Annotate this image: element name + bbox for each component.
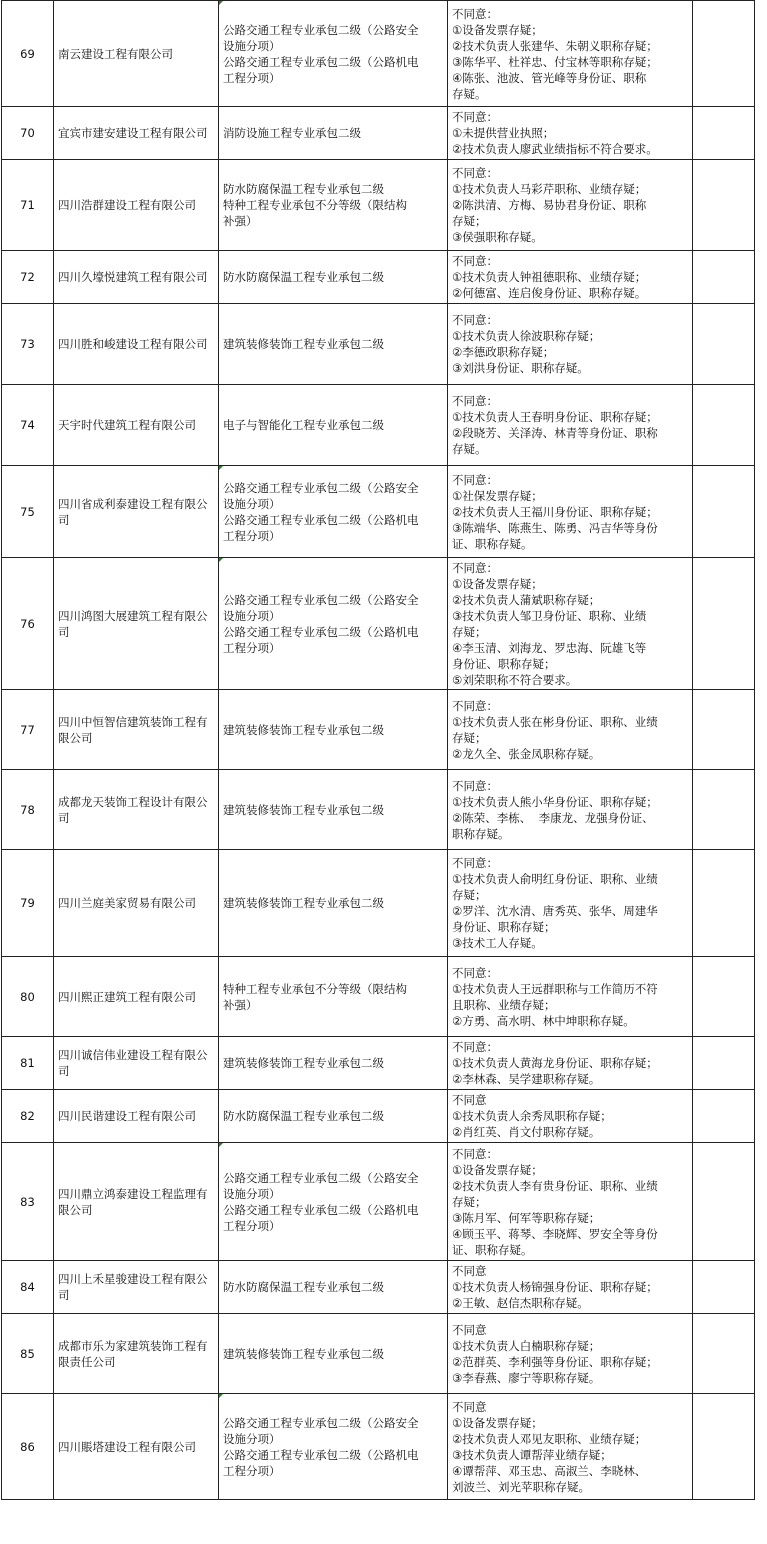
category-line: 公路交通工程专业承包二级（公路安全 [223,1170,419,1185]
row-number: 72 [2,251,54,304]
opinion-line: ④李玉清、刘海龙、罗忠海、阮雄飞等 [452,640,647,655]
row-number: 81 [2,1037,54,1090]
row-number: 86 [2,1394,54,1500]
opinion-line: ④陈张、池波、管光峰等身份证、职称 [452,70,647,85]
opinion-line: ①技术负责人余秀凤职称存疑； [452,1109,612,1123]
opinion-line: ①技术负责人马彩芹职称、业绩存疑； [452,182,647,196]
review-opinion [448,850,693,957]
category-line: 工程分项） [223,1218,281,1233]
remarks-cell [693,1394,755,1500]
opinion-line: ①未提供营业执照； [452,126,555,140]
category-line: 建筑装修装饰工程专业承包二级 [223,337,384,351]
review-opinion [448,1314,693,1394]
remarks-cell [693,690,755,770]
remarks-cell [693,558,755,690]
opinion-line: 存疑； [452,888,487,902]
row-number: 77 [2,690,54,770]
category-line: 补强） [223,214,258,228]
opinion-line: ②陈荣、李栋、 李康龙、龙强身份证、 [452,810,654,825]
category-line: 特种工程专业承包不分等级（限结构 [223,198,407,212]
opinion-line: 不同意： [452,698,498,713]
opinion-line: 不同意： [452,254,498,268]
category-line: 设施分项） [223,1431,281,1446]
category-line: 工程分项） [223,70,281,85]
category-line: 公路交通工程专业承包二级（公路安全 [223,480,419,495]
category-line: 公路交通工程专业承包二级（公路机电 [223,1202,419,1217]
opinion-line: 不同意： [452,1040,498,1054]
row-number: 74 [2,385,54,466]
opinion-line: ②技术负责人蒲斌职称存疑； [452,592,601,607]
remarks-cell [693,466,755,558]
opinion-line: ④谭帮萍、邓玉忠、高淑兰、李晓林、 [452,1463,647,1478]
opinion-line: ①技术负责人杨锦强身份证、职称存疑； [452,1280,658,1294]
table-row [2,304,755,385]
category-line: 建筑装修装饰工程专业承包二级 [223,1346,384,1361]
opinion-line: 刘波兰、刘光苹职称存疑。 [452,1479,590,1494]
opinion-line: 存疑； [452,214,487,228]
category-line: 公路交通工程专业承包二级（公路安全 [223,1415,419,1430]
opinion-line: ①社保发票存疑； [452,488,543,503]
table-row [2,160,755,251]
remarks-cell [693,1090,755,1143]
opinion-line: ②段晓芳、关泽涛、林青等身份证、职称 [452,426,658,440]
table-row [2,1314,755,1394]
company-name: 天宇时代建筑工程有限公司 [54,385,219,466]
qualification-category [219,1037,448,1090]
table-row [2,690,755,770]
company-name: 四川上禾星骏建设工程有限公司 [54,1261,219,1314]
category-line: 补强） [223,997,258,1012]
review-opinion [448,957,693,1037]
company-name: 四川省成利泰建设工程有限公司 [54,466,219,558]
table-row [2,558,755,690]
table-row [2,385,755,466]
opinion-line: ②技术负责人王福川身份证、职称存疑； [452,504,658,519]
row-number: 83 [2,1143,54,1261]
opinion-line: ①设备发票存疑； [452,22,543,37]
table-row [2,770,755,850]
qualification-category [219,1261,448,1314]
opinion-line: 证、职称存疑。 [452,536,533,551]
opinion-line: ③陈月军、何军等职称存疑； [452,1210,601,1225]
review-opinion [448,558,693,690]
opinion-line: ①技术负责人王春明身份证、职称存疑； [452,410,658,424]
qualification-category [219,957,448,1037]
category-line: 公路交通工程专业承包二级（公路机电 [223,624,419,639]
opinion-line: ②何德富、连启俊身份证、职称存疑。 [452,286,647,300]
category-line: 工程分项） [223,1463,281,1478]
opinion-line: ②肖红英、肖文付职称存疑。 [452,1125,601,1139]
remarks-cell [693,385,755,466]
opinion-line: 不同意： [452,313,498,327]
category-line: 公路交通工程专业承包二级（公路安全 [223,22,419,37]
table-row [2,1143,755,1261]
opinion-line: 存疑。 [452,442,487,456]
opinion-line: ②技术负责人邓见友职称、业绩存疑； [452,1431,647,1446]
table-row [2,1394,755,1500]
company-name: 四川鼎立鸿泰建设工程监理有限公司 [54,1143,219,1261]
opinion-line: 不同意： [452,778,498,793]
table-row [2,1,755,107]
opinion-line: ①设备发票存疑； [452,576,543,591]
opinion-line: ①技术负责人白楠职称存疑； [452,1338,601,1353]
category-line: 工程分项） [223,528,281,543]
remarks-cell [693,1314,755,1394]
cell-comment-marker-icon [219,1,223,5]
opinion-line: ①技术负责人俞明红身份证、职称、业绩 [452,872,658,886]
review-opinion [448,251,693,304]
opinion-line: ③侯强职称存疑。 [452,230,543,244]
opinion-line: ①技术负责人钟祖德职称、业绩存疑； [452,270,647,284]
row-number: 70 [2,107,54,160]
review-opinion [448,770,693,850]
review-opinion [448,160,693,251]
opinion-line: ②技术负责人张建华、朱朝义职称存疑； [452,38,658,53]
opinion-line: 不同意： [452,472,498,487]
company-name: 四川诚信伟业建设工程有限公司 [54,1037,219,1090]
review-opinion [448,107,693,160]
opinion-line: ②技术负责人廖武业绩指标不符合要求。 [452,142,658,156]
qualification-category [219,1143,448,1261]
qualification-category [219,1394,448,1500]
opinion-line: ①技术负责人王远群职称与工作简历不符 [452,981,658,996]
company-name: 四川胜和峻建设工程有限公司 [54,304,219,385]
opinion-line: 存疑。 [452,86,487,101]
opinion-line: ③李春燕、廖宁等职称存疑。 [452,1370,601,1385]
qualification-category [219,1090,448,1143]
opinion-line: 不同意 [452,1322,487,1337]
opinion-line: 不同意： [452,560,498,575]
remarks-cell [693,251,755,304]
opinion-line: ①技术负责人黄海龙身份证、职称存疑； [452,1056,658,1070]
cell-comment-marker-icon [219,1143,223,1147]
category-line: 防水防腐保温工程专业承包二级 [223,270,384,284]
opinion-line: ②范群英、李利强等身份证、职称存疑； [452,1354,658,1369]
review-opinion [448,1394,693,1500]
row-number: 73 [2,304,54,385]
category-line: 工程分项） [223,640,281,655]
remarks-cell [693,1143,755,1261]
qualification-category [219,690,448,770]
opinion-line: ③技术负责人谭帮萍业绩存疑； [452,1447,612,1462]
opinion-line: 证、职称存疑。 [452,1242,533,1257]
category-line: 设施分项） [223,608,281,623]
qualification-category [219,466,448,558]
qualification-category [219,1314,448,1394]
company-name: 成都龙天装饰工程设计有限公司 [54,770,219,850]
cell-comment-marker-icon [219,466,223,470]
opinion-line: 不同意 [452,1264,487,1278]
opinion-line: ②陈洪清、方梅、易协君身份证、职称 [452,198,647,212]
opinion-line: ②李德政职称存疑； [452,345,555,359]
table-row [2,1261,755,1314]
row-number: 78 [2,770,54,850]
remarks-cell [693,107,755,160]
opinion-line: 不同意： [452,856,498,870]
qualification-category [219,160,448,251]
review-opinion [448,1037,693,1090]
table-row [2,850,755,957]
cell-comment-marker-icon [219,558,223,562]
opinion-line: ③技术负责人邹卫身份证、职称、业绩 [452,608,647,623]
remarks-cell [693,1037,755,1090]
review-opinion [448,1090,693,1143]
opinion-line: ②技术负责人李有贵身份证、职称、业绩 [452,1178,658,1193]
remarks-cell [693,160,755,251]
opinion-line: 存疑； [452,624,487,639]
qualification-category [219,251,448,304]
category-line: 设施分项） [223,38,281,53]
opinion-line: 职称存疑。 [452,826,510,841]
table-row [2,466,755,558]
row-number: 76 [2,558,54,690]
opinion-line: ②罗洋、沈水清、唐秀英、张华、周建华 [452,904,658,918]
opinion-line: 不同意： [452,6,498,21]
review-opinion [448,1,693,107]
opinion-line: 身份证、职称存疑； [452,656,556,671]
remarks-cell [693,957,755,1037]
opinion-line: 不同意： [452,394,498,408]
qualification-category [219,385,448,466]
review-table [1,0,755,1500]
qualification-category [219,850,448,957]
opinion-line: 不同意： [452,110,498,124]
category-line: 特种工程专业承包不分等级（限结构 [223,981,407,996]
category-line: 建筑装修装饰工程专业承包二级 [223,1056,384,1070]
row-number: 75 [2,466,54,558]
company-name: 成都市乐为家建筑装饰工程有限责任公司 [54,1314,219,1394]
opinion-line: 存疑； [452,1194,487,1209]
row-number: 82 [2,1090,54,1143]
review-opinion [448,304,693,385]
opinion-line: ②李林森、吴学建职称存疑。 [452,1072,601,1086]
opinion-line: ②龙久全、张金凤职称存疑。 [452,746,601,761]
opinion-line: 不同意： [452,1146,498,1161]
opinion-line: 存疑； [452,730,487,745]
opinion-line: 不同意： [452,166,498,180]
table-row [2,1090,755,1143]
category-line: 公路交通工程专业承包二级（公路机电 [223,54,419,69]
category-line: 建筑装修装饰工程专业承包二级 [223,802,384,817]
company-name: 四川兰庭美家贸易有限公司 [54,850,219,957]
row-number: 69 [2,1,54,107]
remarks-cell [693,850,755,957]
row-number: 80 [2,957,54,1037]
qualification-category [219,1,448,107]
company-name: 四川中恒智信建筑装饰工程有限公司 [54,690,219,770]
opinion-line: 不同意： [452,965,498,980]
opinion-line: ⑤刘荣职称不符合要求。 [452,672,578,687]
qualification-category [219,770,448,850]
category-line: 公路交通工程专业承包二级（公路安全 [223,592,419,607]
company-name: 四川久壕悦建筑工程有限公司 [54,251,219,304]
table-row [2,1037,755,1090]
opinion-line: ②方勇、高水明、林中坤职称存疑。 [452,1013,635,1028]
company-name: 四川賬塔建设工程有限公司 [54,1394,219,1500]
table-row [2,251,755,304]
remarks-cell [693,1261,755,1314]
company-name: 宜宾市建安建设工程有限公司 [54,107,219,160]
table-row [2,957,755,1037]
review-opinion [448,385,693,466]
row-number: 84 [2,1261,54,1314]
opinion-line: ③陈端华、陈燕生、陈勇、冯吉华等身份 [452,520,658,535]
opinion-line: 且职称、业绩存疑； [452,997,556,1012]
review-opinion [448,1143,693,1261]
category-line: 设施分项） [223,1186,281,1201]
category-line: 电子与智能化工程专业承包二级 [223,418,384,432]
opinion-line: ④顾玉平、蒋琴、李晓辉、罗安全等身份 [452,1226,658,1241]
row-number: 79 [2,850,54,957]
opinion-line: ①设备发票存疑； [452,1162,543,1177]
remarks-cell [693,770,755,850]
table-row [2,107,755,160]
review-opinion [448,1261,693,1314]
category-line: 设施分项） [223,496,281,511]
opinion-line: 不同意 [452,1093,487,1107]
opinion-line: 不同意 [452,1399,487,1414]
opinion-line: ②王敏、赵信杰职称存疑。 [452,1296,589,1310]
opinion-line: ①设备发票存疑； [452,1415,543,1430]
company-name: 四川鸿图大展建筑工程有限公司 [54,558,219,690]
qualification-category [219,107,448,160]
cell-comment-marker-icon [219,1394,223,1398]
category-line: 防水防腐保温工程专业承包二级 [223,1109,384,1123]
category-line: 消防设施工程专业承包二级 [223,126,361,140]
opinion-line: ③技术工人存疑。 [452,936,543,950]
row-number: 85 [2,1314,54,1394]
opinion-line: ③刘洪身份证、职称存疑。 [452,361,589,375]
category-line: 防水防腐保温工程专业承包二级 [223,1280,384,1294]
category-line: 防水防腐保温工程专业承包二级 [223,182,384,196]
remarks-cell [693,304,755,385]
review-opinion [448,466,693,558]
opinion-line: ③陈华平、杜祥忠、付宝林等职称存疑； [452,54,658,69]
table-body [2,1,755,1500]
opinion-line: 身份证、职称存疑； [452,920,556,934]
company-name: 四川民谐建设工程有限公司 [54,1090,219,1143]
category-line: 建筑装修装饰工程专业承包二级 [223,896,384,910]
category-line: 公路交通工程专业承包二级（公路机电 [223,1447,419,1462]
remarks-cell [693,1,755,107]
category-line: 公路交通工程专业承包二级（公路机电 [223,512,419,527]
company-name: 四川熙正建筑工程有限公司 [54,957,219,1037]
opinion-line: ①技术负责人徐波职称存疑； [452,329,601,343]
opinion-line: ①技术负责人张在彬身份证、职称、业绩 [452,714,658,729]
opinion-line: ①技术负责人熊小华身份证、职称存疑； [452,794,658,809]
company-name: 南云建设工程有限公司 [54,1,219,107]
review-opinion [448,690,693,770]
row-number: 71 [2,160,54,251]
qualification-category [219,304,448,385]
category-line: 建筑装修装饰工程专业承包二级 [223,722,384,737]
company-name: 四川浩群建设工程有限公司 [54,160,219,251]
qualification-category [219,558,448,690]
